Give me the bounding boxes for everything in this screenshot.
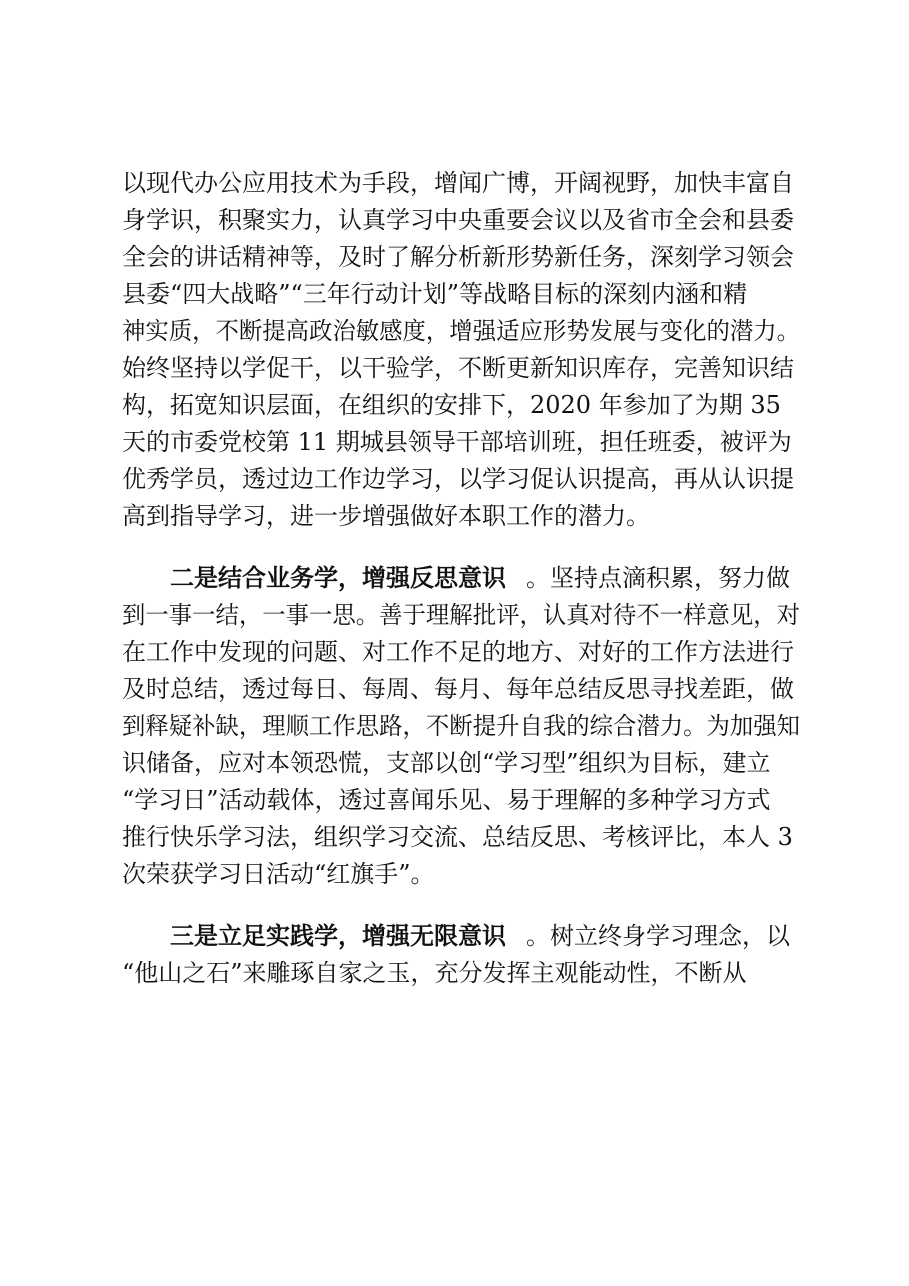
para2-line [0,782,909,818]
text-line: “他山之石”来雕琢自家之玉，充分发挥主观能动性，不断从 [122,959,747,987]
para1-line [0,387,909,423]
section-heading: 三是立足实践学，增强无限意识 [170,922,506,950]
section-heading: 二是结合业务学，增强反思意识 [170,564,506,592]
text-line: 推行快乐学习法，组织学习交流、总结反思、考核评比，本人 3 [122,823,793,851]
para1-line [0,239,909,275]
text-line: 在工作中发现的问题、对工作不足的地方、对好的工作方法进行 [122,638,794,666]
text-line: 身学识，积聚实力，认真学习中央重要会议以及省市全会和县委 [122,206,794,234]
para2-line [0,708,909,744]
text-line: 县委“四大战略”“三年行动计划”等战略目标的深刻内涵和精 [122,280,748,308]
text-line: 识储备，应对本领恐慌，支部以创“学习型”组织为目标，建立 [122,749,771,777]
text-line: 神实质，不断提高政治敏感度，增强适应形势发展与变化的潜力。 [122,317,800,345]
para1-line [0,202,909,238]
para1-line [0,461,909,497]
para1-line [0,350,909,386]
para2-line [0,856,909,892]
text-line: 优秀学员，透过边工作边学习，以学习促认识提高，再从认识提 [122,465,794,493]
para2-line [0,597,909,633]
text-line: 始终坚持以学促干，以干验学，不断更新知识库存，完善知识结 [122,354,794,382]
text-line: 到释疑补缺，理顺工作思路，不断提升自我的综合潜力。为加强知 [122,712,800,740]
para1-line [0,498,909,534]
text-line: 全会的讲话精神等，及时了解分析新形势新任务，深刻学习领会 [122,243,794,271]
text-line: “学习日”活动载体，透过喜闻乐见、易于理解的多种学习方式 [122,786,771,814]
text-line: 高到指导学习，进一步增强做好本职工作的潜力。 [122,502,650,530]
para2-line [0,671,909,707]
para2-line [0,819,909,855]
para1-line [0,424,909,460]
para1-line [0,276,909,312]
para1-line [0,165,909,201]
para2-first-line [0,560,909,596]
text-line: 天的市委党校第 11 期城县领导干部培训班，担任班委，被评为 [122,428,792,456]
text-line: 以现代办公应用技术为手段，增闻广博，开阔视野，加快丰富自 [122,169,794,197]
para1-line [0,313,909,349]
text-line: 。坚持点滴积累，努力做 [526,564,790,592]
text-line: 及时总结，透过每日、每周、每月、每年总结反思寻找差距，做 [122,675,794,703]
text-line: 。树立终身学习理念，以 [526,922,790,950]
text-line: 构，拓宽知识层面，在组织的安排下，2020 年参加了为期 35 [122,391,781,419]
para2-line [0,634,909,670]
text-line: 到一事一结，一事一思。善于理解批评，认真对待不一样意见，对 [122,601,800,629]
para3-first-line [0,918,909,954]
text-line: 次荣获学习日活动“红旗手”。 [122,860,435,888]
para3-line [0,955,909,991]
para2-line [0,745,909,781]
